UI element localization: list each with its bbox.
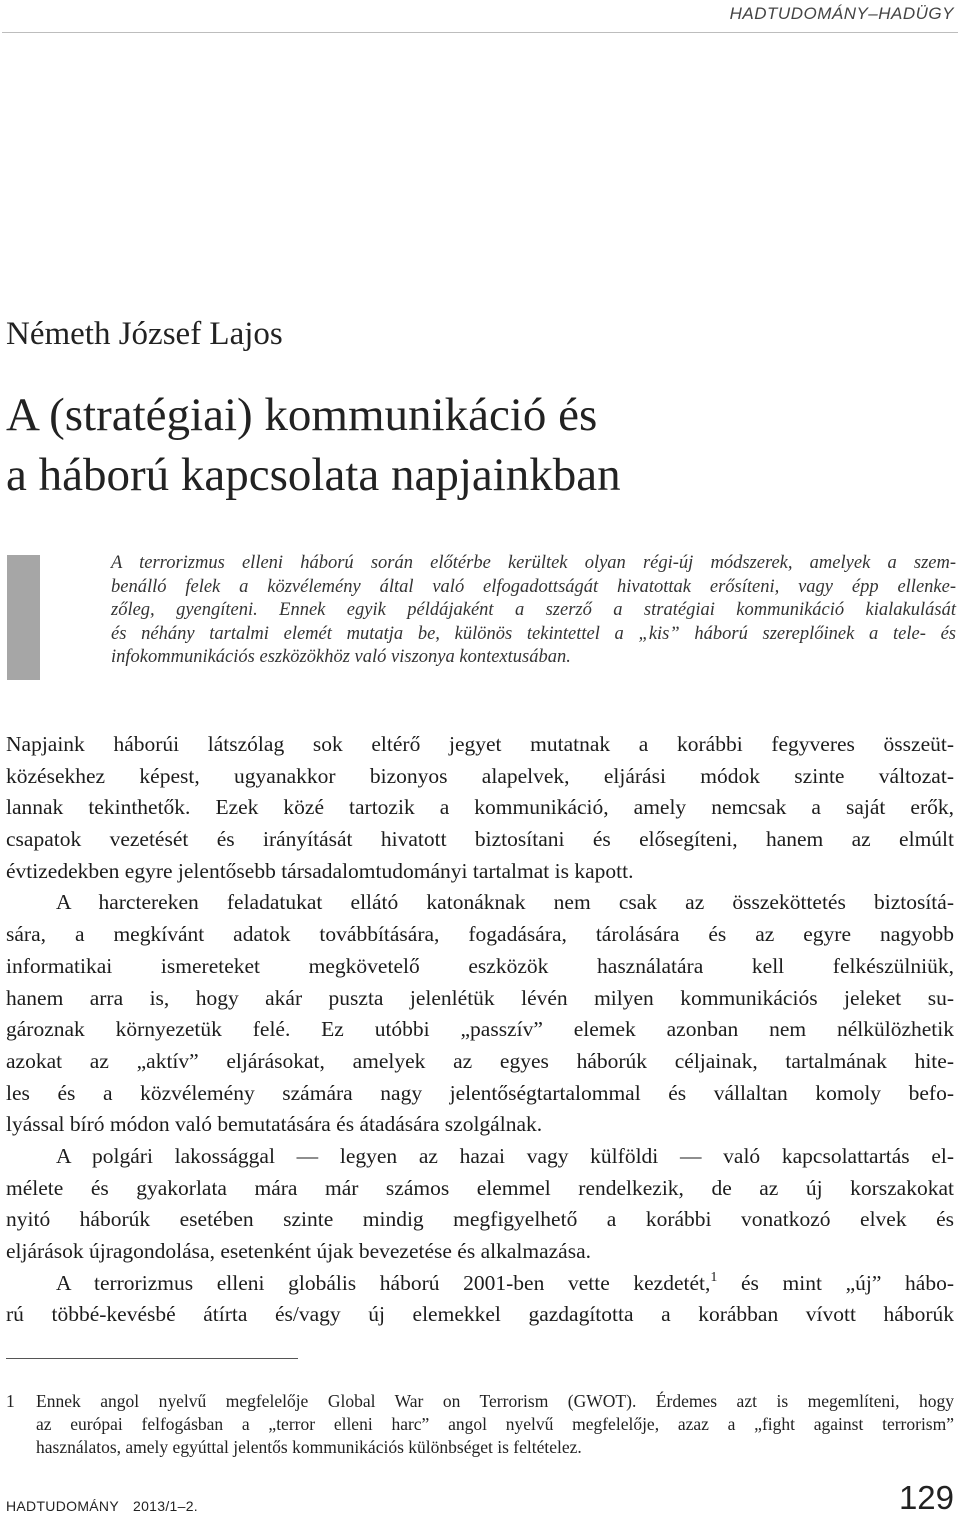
page-footer bbox=[6, 1498, 212, 1514]
body-line: lannak tekinthetők. Ezek közé tartozik a kommunikáció, amely nemcsak a saját erők, bbox=[6, 795, 954, 820]
body-line: Napjaink háborúi látszólag sok eltérő jegyet mutatnak a korábbi fegyveres összeüt- bbox=[6, 732, 954, 756]
body-line: sára, a megkívánt adatok továbbítására, fogadására, tárolására és az egyre nagyobb bbox=[6, 922, 954, 947]
body-line: informatikai ismereteket megkövetelő eszközök használatára kell felkészülniük, bbox=[6, 953, 954, 978]
footnote-rule bbox=[6, 1358, 298, 1359]
author-name: Németh József Lajos bbox=[6, 316, 283, 352]
body-line-part: A terrorizmus elleni globális háború 2001-ben vette kezdetét, bbox=[56, 1270, 711, 1295]
abstract-line: A terrorizmus elleni háború során előtérbe kerültek olyan régi-új módszerek, amelyek a szem- bbox=[111, 553, 956, 573]
body-line: közésekhez képest, ugyanakkor bizonyos alapelvek, eljárási módok szinte változat- bbox=[6, 763, 954, 788]
footnote-line: használatos, amely egyúttal jelentős kommunikációs különbséget is feltételez. bbox=[36, 1437, 582, 1457]
page-number: 129 bbox=[898, 1479, 954, 1516]
body-line: nyitó háborúk esetében szinte mindig megfigyelhető a korábbi vonatkozó elvek és bbox=[6, 1207, 954, 1232]
body-line: A harctereken feladatukat ellátó katonáknak nem csak az összeköttetés biztosítá- bbox=[56, 890, 954, 915]
body-line-part: és mint „új” hábo- bbox=[717, 1270, 954, 1295]
body-line: eljárások újragondolása, esetenként újak bevezetése és alkalmazása. bbox=[6, 1239, 592, 1263]
body-line: csapatok vezetését és irányítását hivatott biztosítani és elősegíteni, hanem az elmúlt bbox=[6, 827, 954, 852]
footnote-line: Ennek angol nyelvű megfelelője Global War on Terrorism (GWOT). Érdemes azt is megemlíteni, hogy bbox=[36, 1391, 954, 1411]
body-line: lyással bíró módon való bemutatására és átadására szolgálnak. bbox=[6, 1112, 543, 1137]
body-line: gároznak környezetük felé. Ez utóbbi „passzív” elemek azonban nem nélkülözhetik bbox=[6, 1017, 954, 1042]
body-line-with-footnote bbox=[6, 1268, 954, 1300]
body-line: A polgári lakossággal — legyen az hazai vagy külföldi — való kapcsolattartás el- bbox=[56, 1143, 954, 1168]
header-rule bbox=[2, 32, 958, 33]
body-line: rú többé-kevésbé átírta és/vagy új elemekkel gazdagította a korábban vívott háborúk bbox=[6, 1302, 954, 1327]
article-title bbox=[6, 385, 621, 505]
footer-issue: 2013/1–2. bbox=[132, 1498, 198, 1514]
footnote-reference[interactable]: 1 bbox=[710, 1269, 718, 1285]
body-line: hanem arra is, hogy akár puszta jelenlétük lévén milyen kommunikációs jeleket su- bbox=[6, 985, 954, 1010]
abstract-line: infokommunikációs eszközökhöz való viszonya kontextusában. bbox=[111, 647, 571, 668]
abstract-line: zőleg, gyengíteni. Ennek egyik példájaként a szerző a stratégiai kommunikáció kialakulását bbox=[111, 600, 956, 621]
body-text bbox=[6, 729, 954, 1331]
abstract-marker-box bbox=[7, 555, 40, 680]
body-line: les és a közvélemény számára nagy jelentőségtartalommal és vállaltan komoly befo- bbox=[6, 1080, 954, 1105]
footnote bbox=[6, 1390, 954, 1459]
body-line: évtizedekben egyre jelentősebb társadalomtudományi tartalmat is kapott. bbox=[6, 858, 634, 883]
footnote-line: az európai felfogásban a „terror elleni harc” angol nyelvű megfelelője, azaz a „fight against terrorism” bbox=[36, 1414, 954, 1434]
body-line: azokat az „aktív” eljárásokat, amelyek az egyes háborúk céljainak, tartalmának hite- bbox=[6, 1048, 954, 1073]
abstract-line: benálló felek a közvélemény által való elfogadottságát hivatottak erősíteni, vagy épp ellenke- bbox=[111, 576, 956, 597]
body-line: mélete és gyakorlata mára már számos elemmel rendelkezik, de az új korszakokat bbox=[6, 1175, 954, 1200]
abstract bbox=[111, 552, 956, 670]
title-line: a háború kapcsolata napjainkban bbox=[6, 449, 621, 501]
title-line: A (stratégiai) kommunikáció és bbox=[6, 389, 598, 441]
footnote-number: 1 bbox=[6, 1391, 15, 1411]
footer-journal: HADTUDOMÁNY bbox=[6, 1498, 119, 1514]
running-header: HADTUDOMÁNY–HADÜGY bbox=[729, 4, 954, 23]
abstract-line: és néhány tartalmi elemét mutatja be, különös tekintettel a „kis” háború szereplőinek a tele- és bbox=[111, 623, 956, 644]
